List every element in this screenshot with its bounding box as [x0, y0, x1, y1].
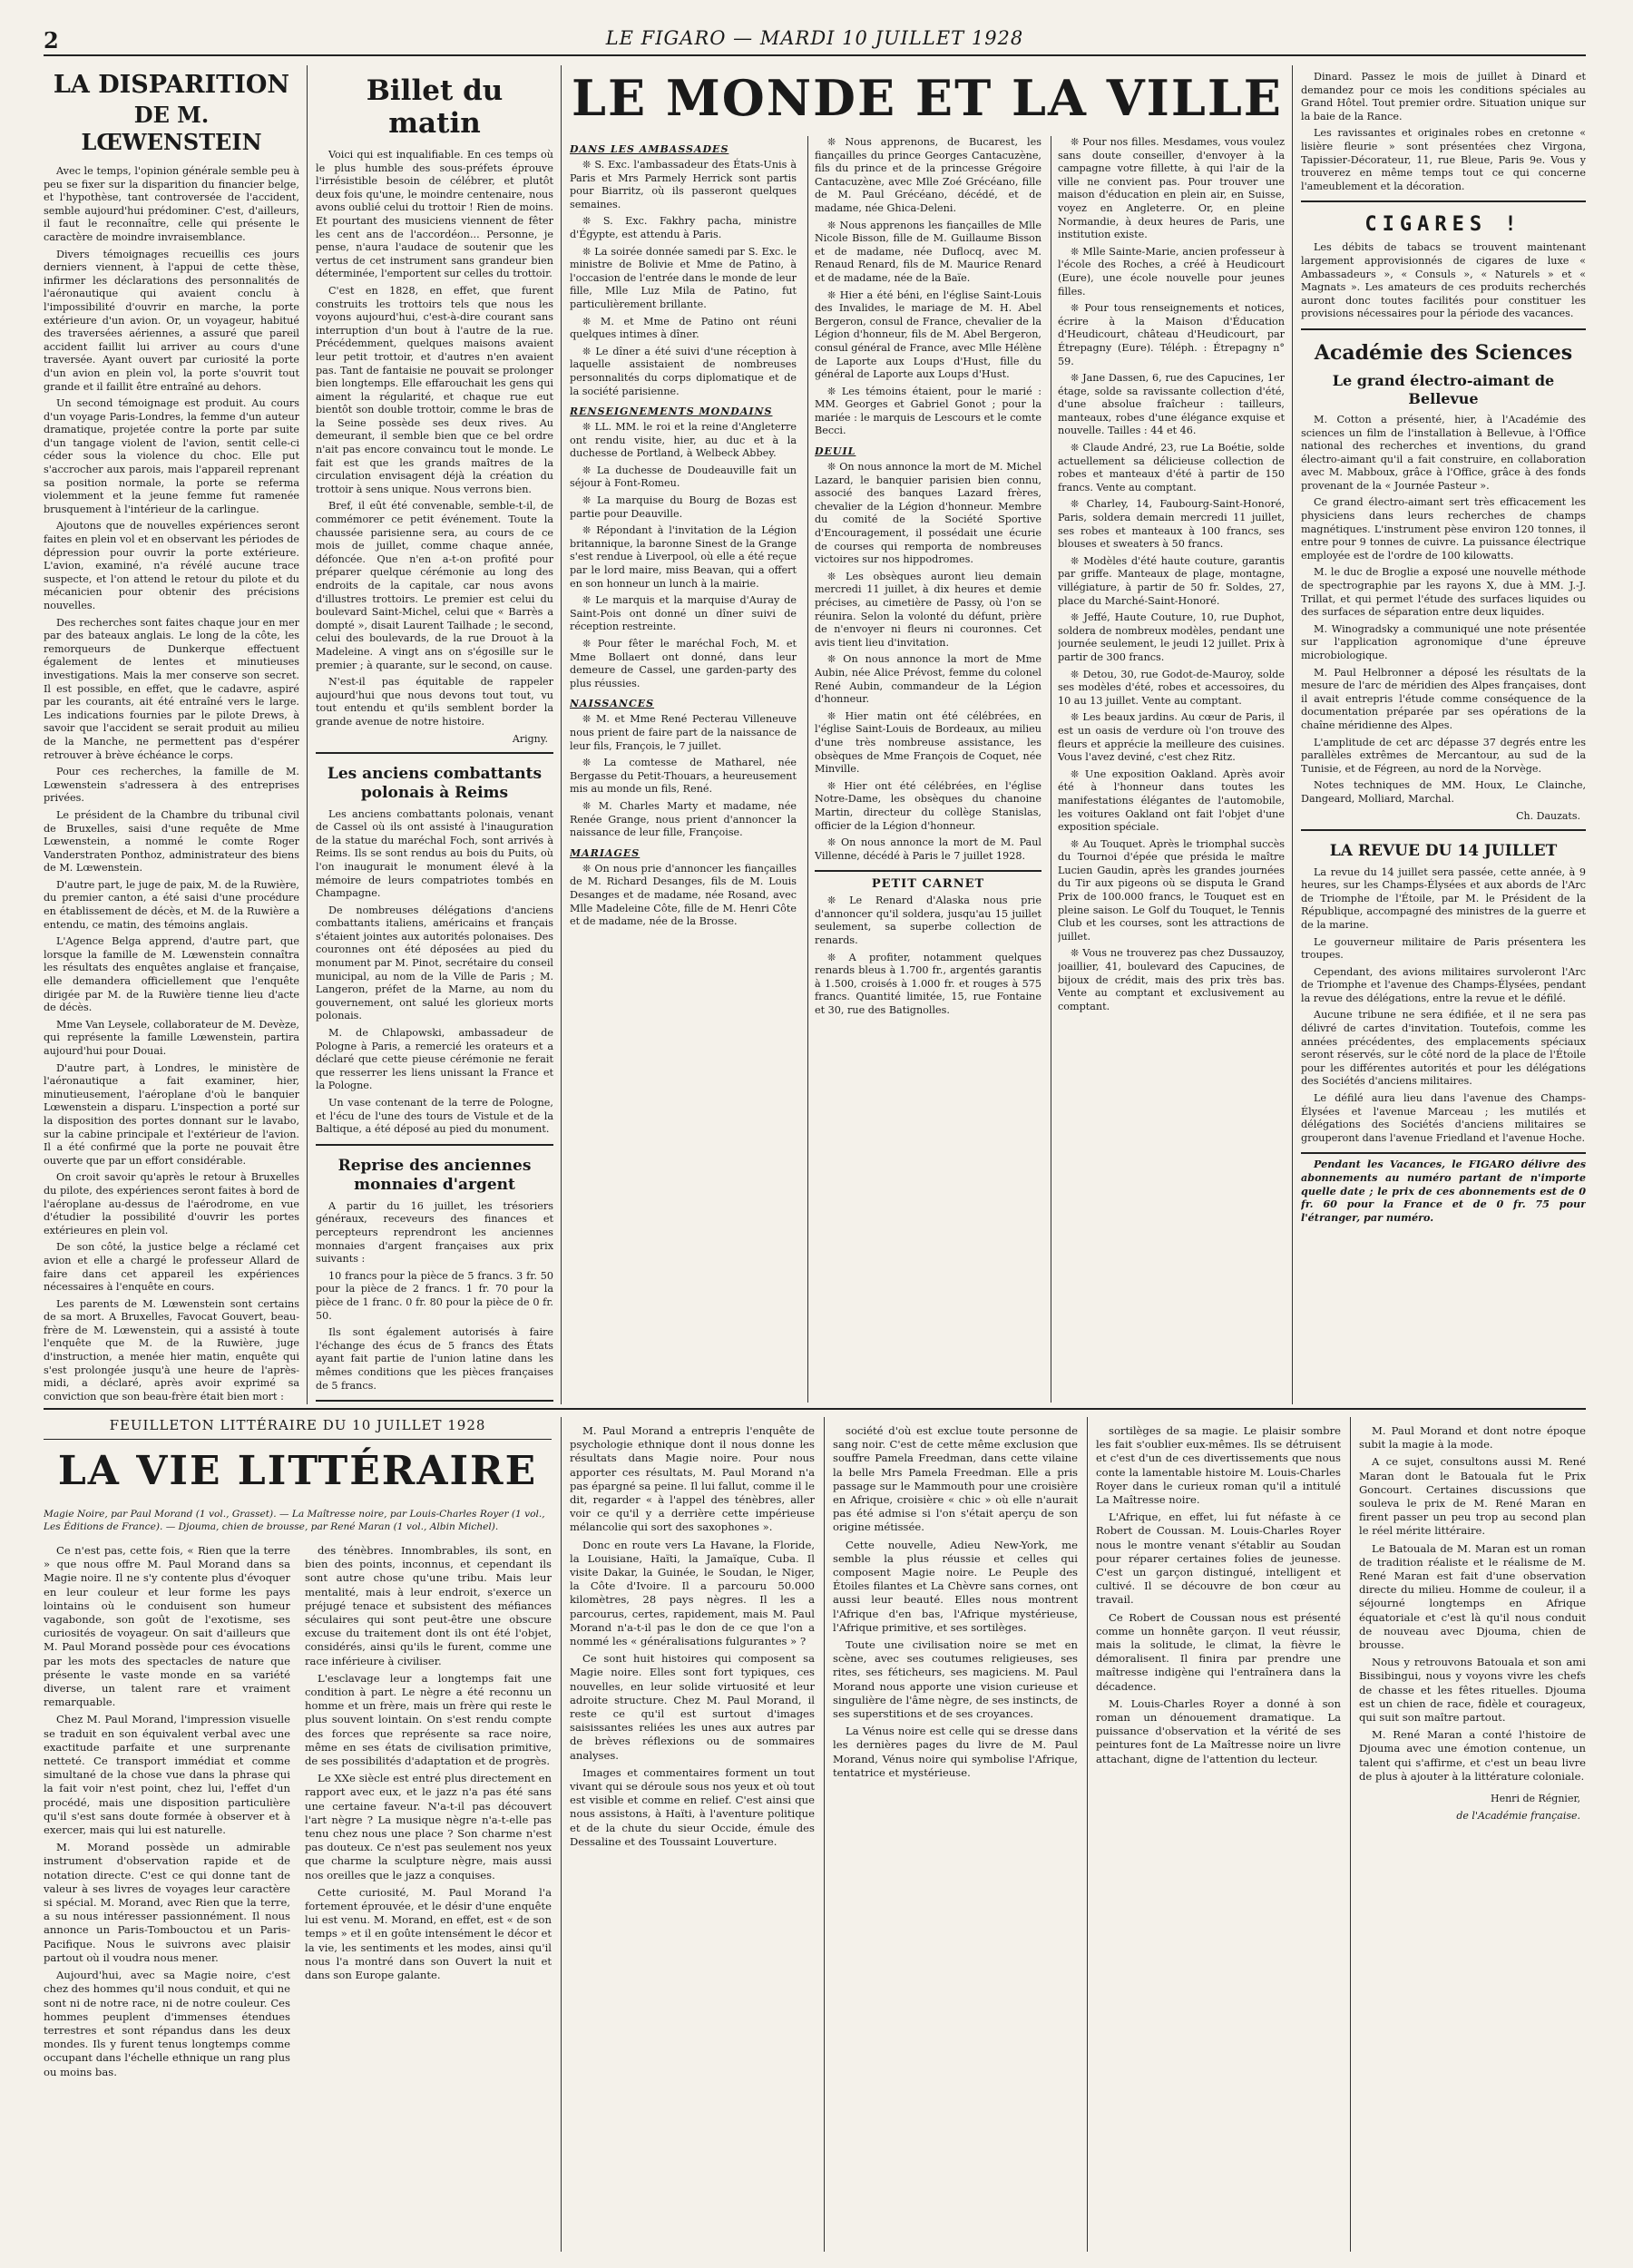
running-head: LE FIGARO — MARDI 10 JUILLET 1928: [605, 27, 1024, 49]
paragraph: Les parents de M. Lœwenstein sont certains de sa mort. A Bruxelles, Favocat Gouvert, beau-frère de M. Lœwenstein, qui a assisté à toute l'enquête que M. de la Ruwière, juge d'instruction, a menée hier matin, enquête qui s'est prolongée jusqu'à une heure de l'après-midi, a déclaré, après avoir exprimé sa conviction que son beau-frère était bien mort :: [44, 1297, 299, 1403]
paragraph: A ce sujet, consultons aussi M. René Maran dont le Batouala fut le Prix Goncourt. Certaines discussions que souleva le prix de M. René Maran en firent passer un peu trop au second plan le réel mérite littéraire.: [1359, 1455, 1586, 1538]
social-notice: ❊ Les témoins étaient, pour le marié : MM. Georges et Gabriel Gonot ; pour la mariée : le marquis de Lescours et le comte Becci.: [815, 385, 1041, 437]
paragraph: De son côté, la justice belge a réclamé cet avion et elle a chargé le professeur Allard de faire dans cet appareil les expériences nécessaires à l'enquête en cours.: [44, 1241, 299, 1294]
social-notice: ❊ La soirée donnée samedi par S. Exc. le ministre de Bolivie et Mme de Patino, à l'occasion de l'entrée dans le monde de leur fille, Mlle Luz Mila de Patino, fut particulièrement brillante.: [570, 245, 797, 310]
feuilleton-column-3: [570, 1424, 815, 2252]
paragraph: M. Winogradsky a communiqué une note présentée sur l'application agronomique d'une épreuve microbiologique.: [1301, 622, 1586, 661]
social-notice: ❊ Les beaux jardins. Au cœur de Paris, il est un oasis de verdure où l'on trouve des fleurs et apprécie la meilleure des cuisines. Vous l'avez deviné, c'est chez Ritz.: [1058, 711, 1285, 764]
billet-body: [316, 149, 553, 729]
paragraph: N'est-il pas équitable de rappeler aujourd'hui que nous devons tout tout, vu tout entendu et qu'ils semblent border la grande avenue de notre histoire.: [316, 676, 553, 728]
paragraph: Ils sont également autorisés à faire l'échange des écus de 5 francs des États ayant fait partie de l'union latine dans les mêmes conditions que les pièces françaises de 5 francs.: [316, 1326, 553, 1392]
paragraph: Ce grand électro-aimant sert très efficacement les physiciens dans leurs recherches de champs magnétiques. L'instrument pèse environ 120 tonnes, il entre pour 9 tonnes de cuivre. La puissance électrique employée est de l'ordre de 100 kilowatts.: [1301, 496, 1586, 562]
paragraph: Des recherches sont faites chaque jour en mer par des bateaux anglais. Le long de la côte, les remorqueurs de Dunkerque effectuent également de lentes et minutieuses investigations. Mais la mer conserve son secret. Il est possible, en effet, que le cadavre, aspiré par les courants, ait été entraîné vers le large. Les indications fournies par le pilote Drews, à savoir que l'accident se serait produit au milieu de la Manche, ne permettent pas d'espérer retrouver à brève échéance le corps.: [44, 616, 299, 761]
masthead: [44, 24, 1586, 56]
paragraph: M. Paul Morand a entrepris l'enquête de psychologie ethnique dont il nous donne les résultats dans Magie noire. Pour nous apporter ces résultats, M. Paul Morand n'a pas épargné sa peine. Il lui fallut, comme il le dit, regarder « à l'appel des ténèbres, aller voir ce qu'il y a derrière cette impérieuse mélancolie qui sort des saxophones ».: [570, 1424, 815, 1534]
anciens-body: [316, 808, 553, 1137]
feuilleton-column-6-body: [1359, 1424, 1586, 1784]
paragraph: Ce sont huit histoires qui composent sa Magie noire. Elles sont fort typiques, ces nouvelles, en leur solide virtuosité et leur adroite structure. Chez M. Paul Morand, il reste ce qu'il est surtout d'images saisissantes reliées les unes aux autres par de brèves réflexions ou de sommaires analyses.: [570, 1652, 815, 1762]
paragraph: Ce n'est pas, cette fois, « Rien que la terre » que nous offre M. Paul Morand dans sa Magie noire. Il ne s'y contente plus d'évoquer en leur couleur et leur forme les pays lointains où le conduisent son humeur vagabonde, son goût de l'exotisme, ses curiosités de voyageur. On sait d'ailleurs que M. Paul Morand possède pour ces évocations par les mots des spectacles de nature que présente le vaste monde en sa variété diverse, un talent rare et vraiment remarquable.: [44, 1544, 290, 1709]
paragraph: Cette curiosité, M. Paul Morand l'a fortement éprouvée, et le désir d'une enquête lui est venu. M. Morand, en effet, est « de son temps » et il en goûte intensément le décor et la vie, les sentiments et les modes, ainsi qu'il nous l'a montré dans son Ouvert la nuit et dans son Europe galante.: [305, 1885, 552, 1982]
social-notice: ❊ M. et Mme René Pecterau Villeneuve nous prient de faire part de la naissance de leur fils, François, le 7 juillet.: [570, 713, 797, 752]
paragraph: Toute une civilisation noire se met en scène, avec ses coutumes religieuses, ses rites, ses féticheurs, ses magiciens. M. Paul Morand nous apporte une vision curieuse et singulière de l'âme nègre, de ses instincts, de ses superstitions et de ses croyances.: [833, 1638, 1078, 1721]
feuilleton-title: LA VIE LITTÉRAIRE: [57, 1448, 538, 1494]
feuilleton: [44, 1417, 1586, 2252]
paragraph: On croit savoir qu'après le retour à Bruxelles du pilote, des expériences seront faites à bord de l'aéroplane au-dessus de l'aérodrome, en vue d'étudier la possibilité d'ouvrir les portes extérieures en plein vol.: [44, 1171, 299, 1237]
social-notice: ❊ Nous apprenons, de Bucarest, les fiançailles du prince Georges Cantacuzène, fils du prince et de la princesse Grégoire Cantacuzène, avec Mlle Zoé Grécéano, fille de M. Paul Grécéano, décédé, et de madame, née Ghica-Deleni.: [815, 136, 1041, 214]
paragraph: Nous y retrouvons Batouala et son ami Bissibingui, nous y voyons vivre les chefs de chasse et les fêtes rituelles. Djouma est un chien de race, fidèle et courageux, qui suit son maître partout.: [1359, 1656, 1586, 1725]
feuilleton-column-1: [44, 1544, 290, 2252]
paragraph: M. Louis-Charles Royer a donné à son roman un dénouement dramatique. La puissance d'observation et la vérité de ses peintures font de La Maîtresse noire un livre attachant, digne de l'attention du lecteur.: [1096, 1696, 1341, 1765]
feuilleton-books: Magie Noire, par Paul Morand (1 vol., Grasset). — La Maîtresse noire, par Louis-Charles Royer (1 vol., Les Éditions de France). — Djouma, chien de brousse, par René Maran (1 vol., Albin Michel).: [44, 1509, 545, 1532]
paragraph: Images et commentaires forment un tout vivant qui se déroule sous nos yeux et où tout est visible et comme en relief. C'est ainsi que nous assistons, à Haïti, à l'aventure politique et de la chute du sieur Occide, émule des Dessaline et des Toussaint Louverture.: [570, 1765, 815, 1848]
paragraph: Le Batouala de M. Maran est un roman de tradition réaliste et le réalisme de M. René Maran est fait d'une observation directe du milieu. Homme de couleur, il a séjourné longtemps en Afrique équatoriale et c'est là qu'il nous conduit de nouveau avec Djouma, chien de brousse.: [1359, 1541, 1586, 1652]
article-title-line2: DE M. LŒWENSTEIN: [81, 102, 262, 155]
social-notice: ❊ Vous ne trouverez pas chez Dussauzoy, joaillier, 41, boulevard des Capucines, de bijoux de crédit, mais des prix très bas. Vente au comptant et exclusivement au comptant.: [1058, 947, 1285, 1012]
page-number: 2: [44, 27, 59, 54]
paragraph: Mme Van Leysele, collaborateur de M. Devèze, qui représente la famille Lœwenstein, partira aujourd'hui pour Douai.: [44, 1018, 299, 1057]
social-notice: ❊ La comtesse de Matharel, née Bergasse du Petit-Thouars, a heureusement mis au monde un fils, René.: [570, 757, 797, 796]
social-notice: ❊ On nous annonce la mort de M. Michel Lazard, le banquier parisien bien connu, associé des banques Lazard frères, chevalier de la Légion d'honneur. Membre du comité de la Société Sportive d'Encouragement, il possédait une écurie de courses qui remporta de nombreuses victoires sur nos hippodromes.: [815, 461, 1041, 566]
vacances-notice: Pendant les Vacances, le FIGARO délivre des abonnements au numéro partant de n'importe quelle date ; le prix de ces abonnements est de 0 fr. 60 pour la France et de 0 fr. 75 pour l'étranger, par numéro.: [1301, 1158, 1586, 1224]
paragraph: L'amplitude de cet arc dépasse 37 degrés entre les parallèles extrêmes de Mercantour, au sud de la Tunisie, et de Fégreen, au nord de la Norvège.: [1301, 736, 1586, 775]
social-notice: ❊ Mlle Sainte-Marie, ancien professeur à l'école des Roches, a créé à Heudicourt (Eure), une école nouvelle pour jeunes filles.: [1058, 245, 1285, 298]
paragraph: sortilèges de sa magie. Le plaisir sombre les fait s'oublier eux-mêmes. Ils se détruisent et c'est d'un de ces divertissements que nous conte la lamentable histoire M. Louis-Charles Royer dans le curieux roman qu'il a intitulé La Maîtresse noire.: [1096, 1424, 1341, 1507]
paragraph: Avec le temps, l'opinion générale semble peu à peu se fixer sur la disparition du financier belge, et l'hypothèse, tant controversée de l'accident, semble aujourd'hui prédominer. C'est, d'ailleurs, il faut le reconnaître, celle qui présente le caractère de moindre invraisemblance.: [44, 165, 299, 243]
paragraph: M. de Chlapowski, ambassadeur de Pologne à Paris, a remercié les orateurs et a déclaré que cette pieuse cérémonie ne ferait que resserrer les liens unissant la France et la Pologne.: [316, 1027, 553, 1092]
social-notice: ❊ Au Touquet. Après le triomphal succès du Tournoi d'épée que présida le maître Lucien Gaudin, après les grandes journées du Tir aux pigeons où se disputa le Grand Prix de 100.000 francs, le Touquet est en pleine saison. Le Golf du Touquet, le Tennis Club et les courses, sont les attractions de juillet.: [1058, 837, 1285, 943]
social-notice: ❊ La marquise du Bourg de Bozas est partie pour Deauville.: [570, 494, 797, 520]
social-notice: ❊ Les obsèques auront lieu demain mercredi 11 juillet, à dix heures et demie précises, au cimetière de Passy, où l'on se réunira. Selon la volonté du défunt, prière de n'envoyer ni fleurs ni couronnes. Cet avis tient lieu d'invitation.: [815, 570, 1041, 649]
column-rule: [307, 65, 308, 1404]
paragraph: Divers témoignages recueillis ces jours derniers viennent, à l'appui de cette thèse, infirmer les déclarations des personnalités de l'aéronautique qui avaient conclu à l'impossibilité d'ouvrir en marche, la porte extérieure d'un avion. Or, un voyageur, habitué des traversées aériennes, a assuré que pareil accident faillit lui arriver au cours d'une traversée. Ayant ouvert par curiosité la porte d'un avion en plein vol, la porte s'ouvrit tout grande et il faillit être entraîné au dehors.: [44, 248, 299, 393]
column-right: [1301, 71, 1586, 1404]
paragraph: De nombreuses délégations d'anciens combattants italiens, américains et français s'étaient jointes aux autorités polonaises. Des couronnes ont été déposées au pied du monument par M. Pinot, secrétaire du conseil municipal, au nom de la Ville de Paris ; M. Langeron, préfet de la Marne, au nom du gouvernement, ont salué les glorieux morts polonais.: [316, 904, 553, 1022]
section-heading: DANS LES AMBASSADES: [570, 143, 729, 155]
social-notice: ❊ Le marquis et la marquise d'Auray de Saint-Pois ont donné un dîner suivi de réception restreinte.: [570, 594, 797, 633]
social-notice: ❊ On nous annonce la mort de M. Paul Villenne, décédé à Paris le 7 juillet 1928.: [815, 836, 1041, 862]
social-notice: ❊ On nous annonce la mort de Mme Aubin, née Alice Prévost, femme du colonel René Aubin, commandeur de la Légion d'honneur.: [815, 653, 1041, 706]
paragraph: Un vase contenant de la terre de Pologne, et l'écu de l'une des tours de Vistule et de la Baltique, a été déposé au pied du monument.: [316, 1097, 553, 1136]
social-notice: ❊ Hier matin ont été célébrées, en l'église Saint-Louis de Bordeaux, au milieu d'une très nombreuse assistance, les obsèques de Mme François de Coquet, née Minville.: [815, 709, 1041, 776]
paragraph: M. Paul Helbronner a déposé les résultats de la mesure de l'arc de méridien des Alpes françaises, dont il avait entrepris l'étude comme conséquence de la documentation préparée par ses opérations de la chaîne méridienne des Alpes.: [1301, 666, 1586, 731]
ad-marcel-rochas: [316, 1400, 553, 1403]
social-notice: ❊ Charley, 14, Faubourg-Saint-Honoré, Paris, soldera demain mercredi 11 juillet, ses robes et manteaux à 100 francs, ses blouses et sweaters à 50 francs.: [1058, 498, 1285, 551]
paragraph: Pour ces recherches, la famille de M. Lœwenstein s'adressera à des entreprises privées.: [44, 766, 299, 805]
feuilleton-heading: FEUILLETON LITTÉRAIRE DU 10 JUILLET 1928: [109, 1417, 486, 1433]
paragraph: Ce Robert de Coussan nous est présenté comme un honnête garçon. Il veut réussir, mais la solitude, le climat, la fièvre le démoralisent. Il finira par prendre une maîtresse indigène qui l'entraînera dans la décadence.: [1096, 1610, 1341, 1693]
paragraph: M. le duc de Broglie a exposé une nouvelle méthode de spectrographie par les rayons X, due à MM. J.-J. Trillat, et qui permet l'étude des surfaces liquides ou des surfaces de séparation entre deux liquides.: [1301, 566, 1586, 619]
revue-title: LA REVUE DU 14 JUILLET: [1329, 841, 1558, 860]
social-notice: ❊ Modèles d'été haute couture, garantis par griffe. Manteaux de plage, montagne, villégiature, à partir de 50 fr. Soldes, 27, place du Marché-Saint-Honoré.: [1058, 554, 1285, 607]
section-heading: NAISSANCES: [570, 698, 655, 710]
section-heading: PETIT CARNET: [815, 870, 1041, 891]
paragraph: société d'où est exclue toute personne de sang noir. C'est de cette même exclusion que souffre Pamela Freedman, dans cette vilaine la belle Mrs Pamela Freedman. Elle a pris passage sur le Mammouth pour une croisière en Afrique, croisière « chic » où elle n'aurait pas été admise si l'on s'était aperçu de son origine métissée.: [833, 1424, 1078, 1534]
social-notice: ❊ Nous apprenons les fiançailles de Mlle Nicole Bisson, fille de M. Guillaume Bisson et de madame, née Duflocq, avec M. Renaud Renard, fils de M. Maurice Renard et de madame, née de la Baïe.: [815, 219, 1041, 284]
monde-et-ville: [570, 71, 1285, 1404]
section-heading: RENSEIGNEMENTS MONDAINS: [570, 406, 773, 418]
social-notice: ❊ Le Renard d'Alaska nous prie d'annoncer qu'il soldera, jusqu'au 15 juillet seulement, sa superbe collection de renards.: [815, 894, 1041, 947]
paragraph: L'Agence Belga apprend, d'autre part, que lorsque la famille de M. Lœwenstein connaîtra les résultats des enquêtes anglaise et française, elle demandera officiellement que l'enquête dirigée par M. de la Ruwière tienne lieu d'acte de décès.: [44, 935, 299, 1014]
paragraph: Le défilé aura lieu dans l'avenue des Champs-Élysées et l'avenue Marceau ; les mutilés et délégations des Sociétés d'anciens militaires se grouperont dans l'avenue Friedland et l'avenue Hoche.: [1301, 1092, 1586, 1144]
paragraph: Ajoutons que de nouvelles expériences seront faites en plein vol et en observant les périodes de dépression pour ouvrir la porte extérieure. L'avion, examiné, n'a révélé aucune trace suspecte, et l'on attend le retour du pilote et du mécanicien pour obtenir des précisions nouvelles.: [44, 520, 299, 611]
social-notice: ❊ La duchesse de Doudeauville fait un séjour à Font-Romeu.: [570, 464, 797, 490]
paragraph: M. Cotton a présenté, hier, à l'Académie des sciences un film de l'installation à Bellevue, à l'Office national des recherches et inventions, du grand électro-aimant qu'il a fait construire, en collaboration avec M. Mabboux, grâce à l'Office, grâce à des fonds provenant de la « Journée Pasteur ».: [1301, 413, 1586, 492]
paragraph: Le XXe siècle est entré plus directement en rapport avec eux, et le jazz n'a pas été sans une certaine faveur. N'a-t-il pas découvert l'art nègre ? La musique nègre n'a-t-elle pas tenu chez nous une place ? Son charme n'est pas douteux. Ce n'est pas seulement nos yeux que charme la sculpture nègre, mais aussi nos oreilles que le jazz a conquises.: [305, 1772, 552, 1882]
cigares-text: Les débits de tabacs se trouvent maintenant largement approvisionnés de cigares de luxe « Ambassadeurs », « Consuls », « Naturels » et « Magnats ». Les amateurs de ces produits recherchés auront donc toutes facilités pour constituer les provisions nécessaires pour la période des vacances.: [1301, 241, 1586, 320]
social-notice: ❊ Jane Dassen, 6, rue des Capucines, 1er étage, solde sa ravissante collection d'été, d'une absolue fraîcheur : tailleurs, manteaux, robes d'une élégance exquise et nouvelle. Tailles : 44 et 46.: [1058, 372, 1285, 437]
paragraph: L'Afrique, en effet, lui fut néfaste à ce Robert de Coussan. M. Louis-Charles Royer nous le montre venant s'établir au Soudan pour réparer certaines folies de jeunesse. C'est un garçon distingué, intelligent et cultivé. Il se découvre de bon cœur au travail.: [1096, 1510, 1341, 1607]
section-rule: [44, 1408, 1586, 1410]
paragraph: A partir du 16 juillet, les trésoriers généraux, receveurs des finances et percepteurs reprendront les anciennes monnaies d'argent françaises aux prix suivants :: [316, 1199, 553, 1266]
column-billet: [316, 71, 553, 1403]
paragraph: Notes techniques de MM. Houx, Le Clainche, Dangeard, Molliard, Marchal.: [1301, 779, 1586, 805]
academie-signature: Ch. Dauzats.: [1516, 809, 1580, 822]
article-disparition: [44, 71, 299, 1403]
paragraph: Aujourd'hui, avec sa Magie noire, c'est chez des hommes qu'il nous conduit, et qui ne sont ni de notre race, ni de notre couleur. Ces hommes peuplent d'immenses étendues terrestres et sont répandus dans les deux mondes. Ils y furent tenus longtemps comme occupant dans l'échelle ethnique un rang plus ou moins bas.: [44, 1969, 290, 2078]
social-notice: ❊ Hier a été béni, en l'église Saint-Louis des Invalides, le mariage de M. H. Abel Bergeron, consul de France, chevalier de la Légion d'honneur, fils de M. Abel Bergeron, consul général de France, avec Mlle Hélène de Laporte aux Loups d'Hust, fille du général de Laporte aux Loups d'Hust.: [815, 288, 1041, 381]
academie-subtitle: Le grand électro-aimant de Bellevue: [1332, 371, 1555, 407]
social-notice: ❊ A profiter, notamment quelques renards bleus à 1.700 fr., argentés garantis à 1.500, croisés à 1.000 fr. et rouges à 575 francs. Quantité limitée, 15, rue Fontaine et 30, rue des Batignolles.: [815, 951, 1041, 1017]
social-notice: ❊ Pour nos filles. Mesdames, vous voulez sans doute conseiller, d'envoyer à la campagne votre fillette, à qui l'air de la ville ne convient pas. Pour trouver une maison d'éducation en plein air, en Suisse, voyez en Angleterre. Or, en pleine Normandie, à deux heures de Paris, une institution existe.: [1058, 136, 1285, 241]
article-body: [44, 165, 299, 1403]
paragraph: des ténèbres. Innombrables, ils sont, en bien des points, inconnus, et cependant ils sont autre chose qu'une tribu. Mais leur mentalité, mais à leur endroit, s'exerce un préjugé tenace et subsistent des méfiances séculaires qui sont peut-être une obscure excuse du traitement dont ils ont été l'objet, considérés, ainsi qu'ils le furent, comme une race inférieure à civiliser.: [305, 1544, 552, 1667]
monde-column-2: [815, 136, 1041, 1403]
paragraph: Un second témoignage est produit. Au cours d'un voyage Paris-Londres, la femme d'un auteur dramatique, projetée contre la porte par suite d'un tangage violent de l'avion, sentit celle-ci céder sous la violence du choc. Elle put s'accrocher aux parois, mais l'appareil reprenant sa position normale, la porte se referma violemment et la jeune femme fut ramenée brusquement à l'intérieur de la carlingue.: [44, 397, 299, 515]
virgona-notice: Les ravissantes et originales robes en cretonne « lisière fleurie » sont présentées chez Virgona, Tapissier-Décorateur, 11, rue Bleue, Paris 9e. Vous y trouverez en même temps tout ce qui concerne l'ameublement et la décoration.: [1301, 127, 1586, 192]
social-notice: ❊ Pour fêter le maréchal Foch, M. et Mme Bollaert ont donné, dans leur demeure de Cassel, une garden-party des plus réussies.: [570, 638, 797, 689]
column-rule: [561, 65, 562, 1404]
feuilleton-column-2: [305, 1544, 552, 2252]
reprise-body: [316, 1200, 553, 1393]
paragraph: M. Paul Morand et dont notre époque subit la magie à la mode.: [1359, 1424, 1586, 1452]
monde-column-1: [570, 136, 797, 1403]
paragraph: Les anciens combattants polonais, venant de Cassel où ils ont assisté à l'inauguration de la statue du maréchal Foch, sont arrivés à Reims. Ils se sont rendus au bois du Puits, où l'on inaugurait le monument élevé à la mémoire de leurs compatriotes tombés en Champagne.: [316, 807, 553, 900]
billet-signature: Arigny.: [512, 732, 548, 745]
monde-column-3: [1058, 136, 1285, 1403]
reprise-title: Reprise des anciennes monnaies d'argent: [337, 1156, 532, 1194]
paragraph: Cette nouvelle, Adieu New-York, me semble la plus réussie et celles qui composent Magie noire. Le Peuple des Étoiles filantes et La Chèvre sans cornes, ont aussi leur beauté. Elles nous montrent l'Afrique d'en bas, l'Afrique mystérieuse, l'Afrique primitive, et ses sortilèges.: [833, 1538, 1078, 1634]
anciens-title: Les anciens combattants polonais à Reims: [327, 764, 543, 802]
signature-name: Henri de Régnier,: [1491, 1793, 1580, 1805]
social-notice: ❊ Jeffé, Haute Couture, 10, rue Duphot, soldera de nombreux modèles, pendant une journée seulement, le jeudi 12 juillet. Prix à partir de 300 francs.: [1058, 611, 1285, 663]
paragraph: 10 francs pour la pièce de 5 francs. 3 fr. 50 pour la pièce de 2 francs. 1 fr. 70 pour la pièce de 1 franc. 0 fr. 80 pour la pièce de 0 fr. 50.: [316, 1269, 553, 1322]
section-heading: DEUIL: [815, 445, 856, 458]
cigares-title: CIGARES !: [1364, 213, 1522, 237]
paragraph: Voici qui est inqualifiable. En ces temps où le plus humble des sous-préfets éprouve l'irrésistible besoin de célébrer, et plutôt deux fois qu'une, le moindre centenaire, nous avons oublié celui du trottoir ! Rien de moins. Et pourtant des musiciens viennent de fêter les cent ans de l'accordéon... Personne, je pense, n'aura l'audace de soutenir que les vertus de cet instrument sans grandeur bien déterminée, l'emportent sur celles du trottoir.: [316, 149, 553, 280]
paragraph: Le gouverneur militaire de Paris présentera les troupes.: [1301, 935, 1586, 962]
paragraph: Le président de la Chambre du tribunal civil de Bruxelles, saisi d'une requête de Mme Lœwenstein, a nommé le comte Roger Vanderstraten Ponthoz, administrateur des biens de M. Lœwenstein.: [44, 808, 299, 875]
paragraph: M. Morand possède un admirable instrument d'observation rapide et de notation directe. C'est ce qui donne tant de valeur à ses livres de voyages leur caractère si spécial. M. Morand, avec Rien que la terre, a su nous intéresser passionnément. Il nous annonce un Paris-Tombouctou et un Paris-Pacifique. Nous le suivrons avec plaisir partout où il voudra nous mener.: [44, 1841, 290, 1964]
paragraph: D'autre part, à Londres, le ministère de l'aéronautique a fait examiner, hier, minutieusement, l'aéroplane d'où le banquier Lœwenstein a disparu. L'inspection a porté sur la disposition des portes donnant sur le lavabo, sur la cabine principale et l'extérieur de l'avion. Il a été confirmé que la porte ne pouvait être ouverte que par un effort considérable.: [44, 1061, 299, 1167]
paragraph: La Vénus noire est celle qui se dresse dans les dernières pages du livre de M. Paul Morand, Vénus noire qui symbolise l'Afrique, tentatrice et mystérieuse.: [833, 1725, 1078, 1779]
column-rule: [824, 1417, 825, 2252]
paragraph: Donc en route vers La Havane, la Floride, la Louisiane, Haïti, la Jamaïque, Cuba. Il visite Dakar, la Guinée, le Soudan, le Niger, la Côte d'Ivoire. Il a parcouru 50.000 kilomètres, 28 pays nègres. Il les a parcourus, certes, rapidement, mais M. Paul Morand n'a-t-il pas le don de ce que l'on a nommé les « généralisations fulgurantes » ?: [570, 1538, 815, 1648]
academie-title: Académie des Sciences: [1314, 340, 1573, 365]
column-rule: [1292, 65, 1293, 1404]
column-rule: [807, 136, 808, 1403]
social-notice: ❊ Pour tous renseignements et notices, écrire à la Maison d'Éducation d'Heudicourt, château d'Heudicourt, par Étrepagny (Eure). Téléph. : Étrepagny n° 59.: [1058, 302, 1285, 367]
social-notice: ❊ LL. MM. le roi et la reine d'Angleterre ont rendu visite, hier, au duc et à la duchesse de Portland, à Welbeck Abbey.: [570, 421, 797, 460]
social-notice: ❊ Hier ont été célébrées, en l'église Notre-Dame, les obsèques du chanoine Martin, directeur du collège Stanislas, officier de la Légion d'honneur.: [815, 779, 1041, 832]
revue-body: [1301, 866, 1586, 1146]
paragraph: C'est en 1828, en effet, que furent construits les trottoirs tels que nous les voyons aujourd'hui, c'est-à-dire courant sans interruption d'un bout à l'autre de la rue. Précédemment, quelques maisons avaient leur petit trottoir, et d'autres n'en avaient pas. Tant de fantaisie ne pouvait se prolonger bien longtemps. Elle effarouchait les gens qui aiment la régularité, et chaque rue eut bientôt son double trottoir, comme le bras de la Seine possède ses deux rives. Au demeurant, il semble bien que ce bel ordre n'ait pas encore convaincu tout le monde. Le fait est que les grands maîtres de la circulation envisagent déjà la création du trottoir à sens unique. Nous verrons bien.: [316, 284, 553, 495]
column-rule: [1087, 1417, 1088, 2252]
social-notice: ❊ Detou, 30, rue Godot-de-Mauroy, solde ses modèles d'été, robes et accessoires, du 10 au 13 juillet. Vente au comptant.: [1058, 668, 1285, 707]
paragraph: La revue du 14 juillet sera passée, cette année, à 9 heures, sur les Champs-Élysées et aux abords de l'Arc de Triomphe de l'Étoile, par M. le Président de la République, accompagné des ministres de la guerre et de la marine.: [1301, 865, 1586, 931]
social-notice: ❊ On nous prie d'annoncer les fiançailles de M. Richard Desanges, fils de M. Louis Desanges et de madame, née Rosand, avec Mlle Madeleine Côte, fille de M. Henri Côte et de madame, née de la Brosse.: [570, 862, 797, 928]
billet-title: Billet du matin: [366, 74, 504, 140]
paragraph: Cependant, des avions militaires survoleront l'Arc de Triomphe et l'avenue des Champs-Élysées, pendant la revue des délégations, entre la revue et le défilé.: [1301, 965, 1586, 1004]
article-title-line1: LA DISPARITION: [53, 71, 290, 99]
heading-rule: [44, 1439, 552, 1440]
paragraph: M. René Maran a conté l'histoire de Djouma avec une émotion contenue, un talent qui s'affirme, et c'est un beau livre de plus à ajouter à la littérature coloniale.: [1359, 1728, 1586, 1783]
feuilleton-column-5: [1096, 1424, 1341, 2252]
social-notice: ❊ Le dîner a été suivi d'une réception à laquelle assistaient de nombreuses personnalités du corps diplomatique et de la société parisienne.: [570, 345, 797, 397]
column-rule: [561, 1417, 562, 2252]
feuilleton-column-6: [1359, 1424, 1586, 2252]
paragraph: D'autre part, le juge de paix, M. de la Ruwière, du premier canton, a été saisi d'une procédure en établissement de décès, et M. de la Ruwière a entendu, ce matin, des témoins anglais.: [44, 878, 299, 931]
paragraph: Bref, il eût été convenable, semble-t-il, de commémorer ce petit événement. Toute la chaussée parisienne sera, au cours de ce mois de juillet, comme chaque année, défoncée. Que n'en a-t-on profité pour préparer quelque cérémonie au long des endroits de la capitale, car nous avons d'illustres trottoirs. Le premier est celui du boulevard Saint-Michel, celui que « Barrès a dompté », disait Laurent Tailhade ; le second, celui des boulevards, de la rue Drouot à la Madeleine. A vingt ans on s'égosille sur le premier ; à quarante, sur le second, on cause.: [316, 500, 553, 671]
section-heading: MARIAGES: [570, 846, 640, 859]
social-notice: ❊ Une exposition Oakland. Après avoir été à l'honneur dans toutes les manifestations élégantes de l'automobile, les voitures Oakland ont fait l'objet d'une exposition spéciale.: [1058, 767, 1285, 834]
monde-title: LE MONDE ET LA VILLE: [572, 71, 1283, 127]
social-notice: ❊ S. Exc. Fakhry pacha, ministre d'Égypte, est attendu à Paris.: [570, 215, 797, 240]
feuilleton-column-4: [833, 1424, 1078, 2252]
social-notice: ❊ S. Exc. l'ambassadeur des États-Unis à Paris et Mrs Parmely Herrick sont partis pour Biarritz, où ils passeront quelques semaines.: [570, 159, 797, 210]
paragraph: Aucune tribune ne sera édifiée, et il ne sera pas délivré de cartes d'invitation. Toutefois, comme les années précédentes, des emplacements spéciaux seront réservés, sur le côté nord de la place de l'Étoile pour les différentes autorités et pour les délégations des Sociétés d'anciens militaires.: [1301, 1009, 1586, 1088]
dinard-notice: Dinard. Passez le mois de juillet à Dinard et demandez pour ce mois les conditions spéciales au Grand Hôtel. Tout premier ordre. Situation unique sur la baie de la Rance.: [1301, 71, 1586, 122]
social-notice: ❊ M. Charles Marty et madame, née Renée Grange, nous prient d'annoncer la naissance de leur fille, Françoise.: [570, 799, 797, 839]
signature-title: de l'Académie française.: [1456, 1810, 1580, 1823]
social-notice: ❊ Répondant à l'invitation de la Légion britannique, la baronne Sinest de la Grange s'est rendue à Liverpool, où elle a été reçue par le lord maire, miss Beavan, qui a offert en son honneur un lunch à la mairie.: [570, 524, 797, 590]
column-rule: [1350, 1417, 1351, 2252]
social-notice: ❊ M. et Mme de Patino ont réuni quelques intimes à dîner.: [570, 315, 797, 341]
academie-body: [1301, 414, 1586, 807]
paragraph: Chez M. Paul Morand, l'impression visuelle se traduit en son équivalent verbal avec une exactitude parfaite et une surprenante netteté. Ce transport immédiat et comme simultané de la chose vue dans la phrase qui la fait voir n'est point, chez lui, l'effet d'un procédé, mais une disposition particulière qu'il s'est sans doute formée à observer et à exercer, mais qui lui est naturelle.: [44, 1713, 290, 1837]
paragraph: L'esclavage leur a longtemps fait une condition à part. Le nègre a été reconnu un homme et un frère, mais un frère qui reste le plus souvent lointain. On s'est rendu compte des forces que représente sa race noire, même en ses états de civilisation primitive, de ses possibilités d'adaptation et de progrès.: [305, 1671, 552, 1768]
social-notice: ❊ Claude André, 23, rue La Boétie, solde actuellement sa délicieuse collection de robes et manteaux d'été à partir de 150 francs. Vente au comptant.: [1058, 442, 1285, 494]
